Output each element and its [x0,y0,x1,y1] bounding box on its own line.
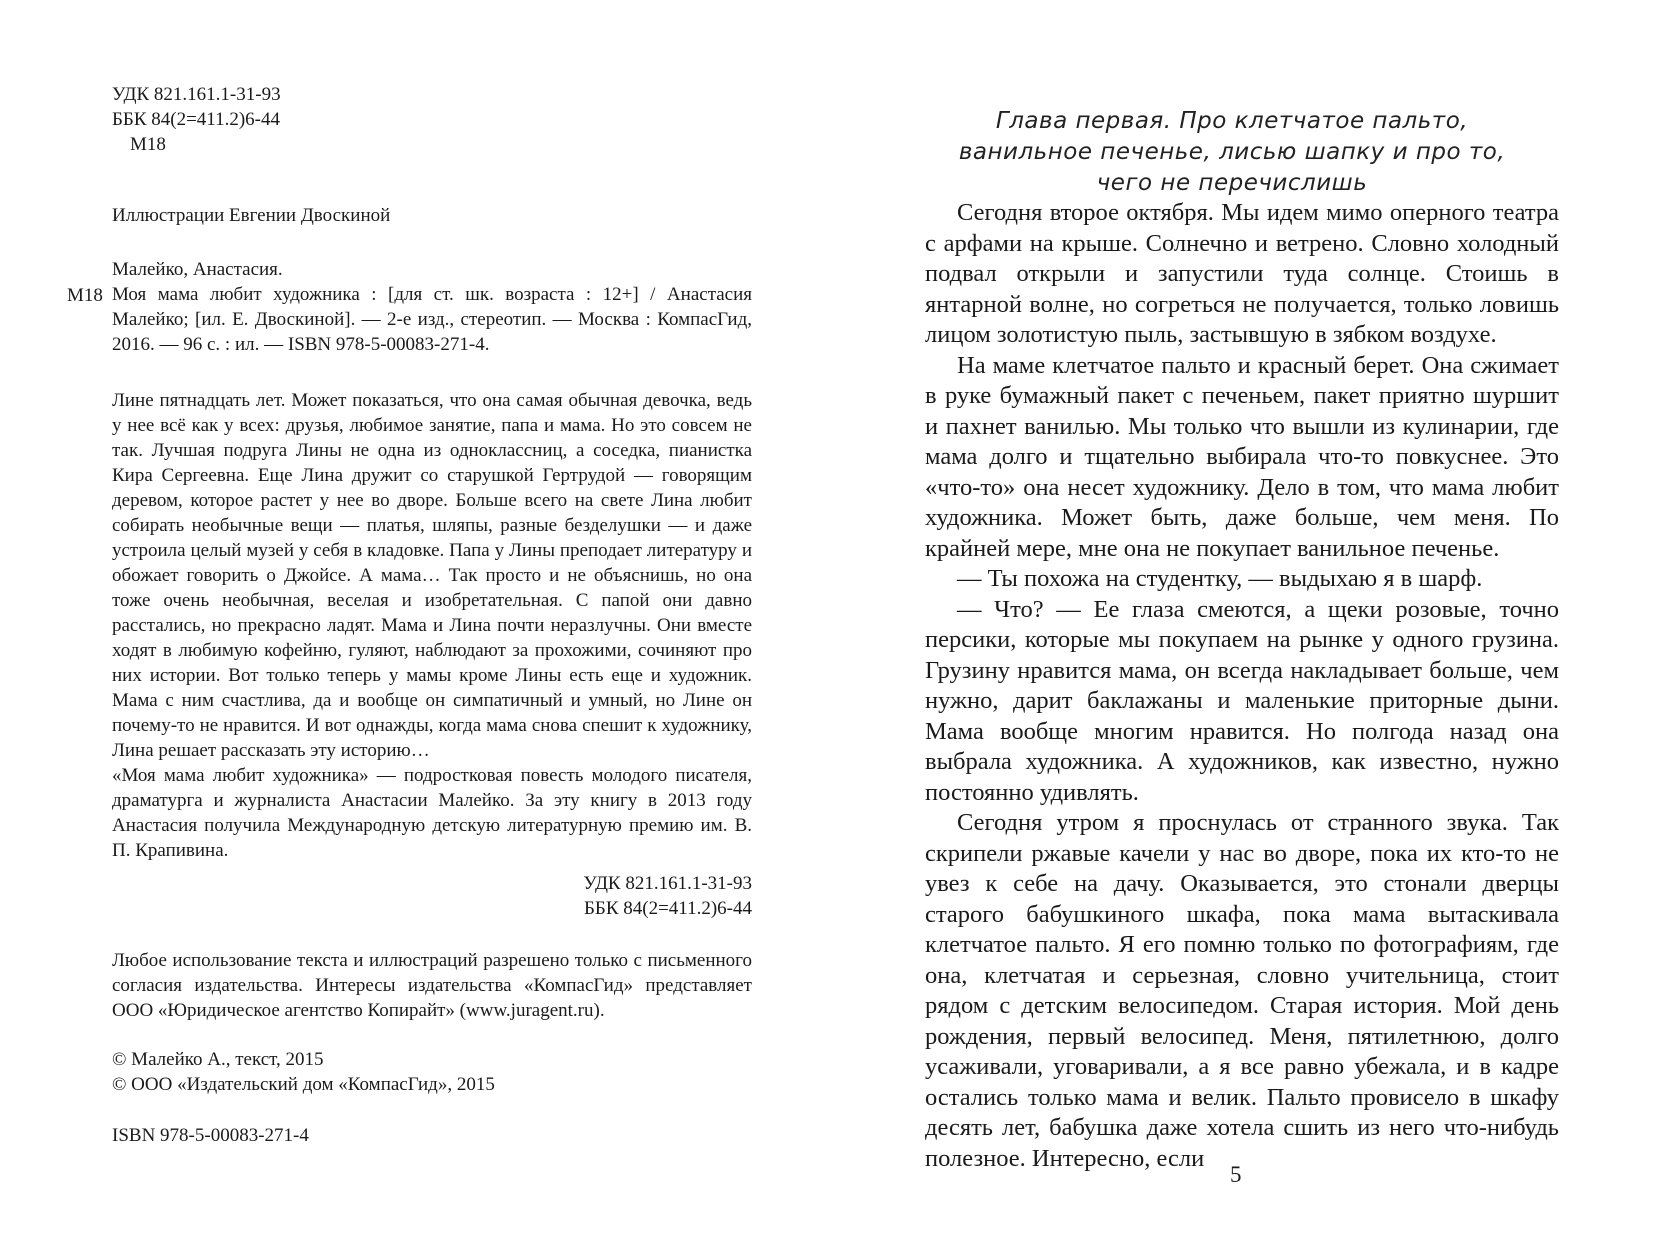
copyright-text: © Малейко А., текст, 2015 [112,1049,324,1070]
udk-code: УДК 821.161.1-31-93 [112,84,281,105]
biblio-description: Моя мама любит художника : [для ст. шк. возраста : 12+] / Анастасия Малейко; [ил. Е. Двоскиной]. — 2-е изд., стереотип. — Москва : КомпасГид, 2016. — 96 с. : ил. — ISBN 978-5-00083-271-4. [112,284,752,355]
paragraph: На маме клетчатое пальто и красный берет. Она сжимает в руке бумажный пакет с печеньем, пакет приятно шуршит и пахнет ванилью. Мы только что вышли из кулинарии, где мама долго и тщательно выбирала что-то повкуснее. Это «что-то» она несет художнику. Дело в том, что мама любит художника. Может быть, даже больше, чем меня. По крайней мере, мне она не покупает ванильное печенье. [925,351,1559,562]
paragraph: — Ты похожа на студентку, — выдыхаю я в шарф. [957,565,1483,592]
copyright-publisher: © ООО «Издательский дом «КомпасГид», 2015 [112,1074,495,1095]
bbk-code-bottom: ББК 84(2=411.2)6-44 [584,898,752,919]
chapter-body [925,198,1559,1174]
paragraph: Сегодня второе октября. Мы идем мимо оперного театра с арфами на крыше. Солнечно и ветрено. Словно холодный подвал открыли и запустили туда солнце. Стоишь в янтарной волне, но согреться не получается, только ловишь лицом золотистую пыль, застывшую в зябком воздухе. [925,199,1559,348]
paragraph: Сегодня утром я проснулась от странного звука. Так скрипели ржавые качели у нас во дворе, пока их кто-то не увез к себе на дачу. Оказывается, это стонали дверцы старого бабушкиного шкафа, пока мама вытаскивала клетчатое пальто. Я его помню только по фотографиям, где она, клетчатая и серьезная, словно учительница, стоит рядом с детским велосипедом. Старая история. Мой день рождения, первый велосипед. Меня, пятилетнюю, долго усаживали, уговаривали, а я все равно убежала, и в кадре остались только мама и велик. Пальто провисело в шкафу десять лет, бабушка даже хотела сшить из него что-нибудь полезное. Интересно, если [925,809,1559,1172]
isbn: ISBN 978-5-00083-271-4 [112,1125,309,1146]
bibliographic-record [112,257,752,357]
right-page [827,0,1654,1240]
author-mark: М18 [130,134,166,155]
classification-codes-top [112,82,752,157]
chapter-title: Глава первая. Про клетчатое пальто, ванильное печенье, лисью шапку и про то, чего не перечислишь [958,108,1506,196]
classification-codes-bottom [112,871,752,921]
bbk-code: ББК 84(2=411.2)6-44 [112,109,280,130]
copyright-lines [112,1047,752,1097]
annotation: Лине пятнадцать лет. Может показаться, что она самая обычная девочка, ведь у нее всё как у всех: друзья, любимое занятие, папа и мама. Но это совсем не так. Лучшая подруга Лины не одна из одноклассниц, а соседка, пианистка Кира Сергеевна. Еще Лина дружит со старушкой Гертрудой — говорящим деревом, которое растет у нее во дворе. Больше всего на свете Лина любит собирать необычные вещи — платья, шляпы, разные безделушки — и даже устроила целый музей у себя в кладовке. Папа у Лины преподает литературу и обожает говорить о Джойсе. А мама… Так просто и не объяснишь, но она тоже очень необычная, веселая и изобретательная. С папой они давно расстались, но прекрасно ладят. Мама и Лина почти неразлучны. Они вместе ходят в любимую кофейню, гуляют, наблюдают за прохожими, сочиняют про них истории. Вот только теперь у мамы кроме Лины есть еще и художник. Мама с ним счастлива, да и вообще он симпатичный и умный, но Лине он почему-то не нравится. И вот однажды, когда мама снова спешит к художнику, Лина решает рассказать эту историю… [112,390,752,761]
about-book: «Моя мама любит художника» — подростковая повесть молодого писателя, драматурга и журналиста Анастасии Малейко. За эту книгу в 2013 году Анастасия получила Международную детскую литературную премию им. В. П. Крапивина. [112,765,752,861]
illustrator-credit: Иллюстрации Евгении Двоскиной [112,205,391,226]
margin-author-mark: М18 [67,285,103,306]
biblio-author: Малейко, Анастасия. [112,259,283,280]
page-number: 5 [1230,1162,1242,1187]
udk-code-bottom: УДК 821.161.1-31-93 [583,873,752,894]
paragraph: — Что? — Ее глаза смеются, а щеки розовые, точно персики, которые мы покупаем на рынке у одного грузина. Грузину нравится мама, он всегда накладывает больше, чем нужно, дарит баклажаны и маленькие приторные дыни. Мама вообще многим нравится. Но полгода назад она выбрала художника. А художников, как известно, нужно постоянно удивлять. [925,595,1559,806]
rights-notice: Любое использование текста и иллюстраций разрешено только с письменного согласия издательства. Интересы издательства «КомпасГид» представляет ООО «Юридическое агентство Копирайт» (www.juragent.ru). [112,950,752,1021]
